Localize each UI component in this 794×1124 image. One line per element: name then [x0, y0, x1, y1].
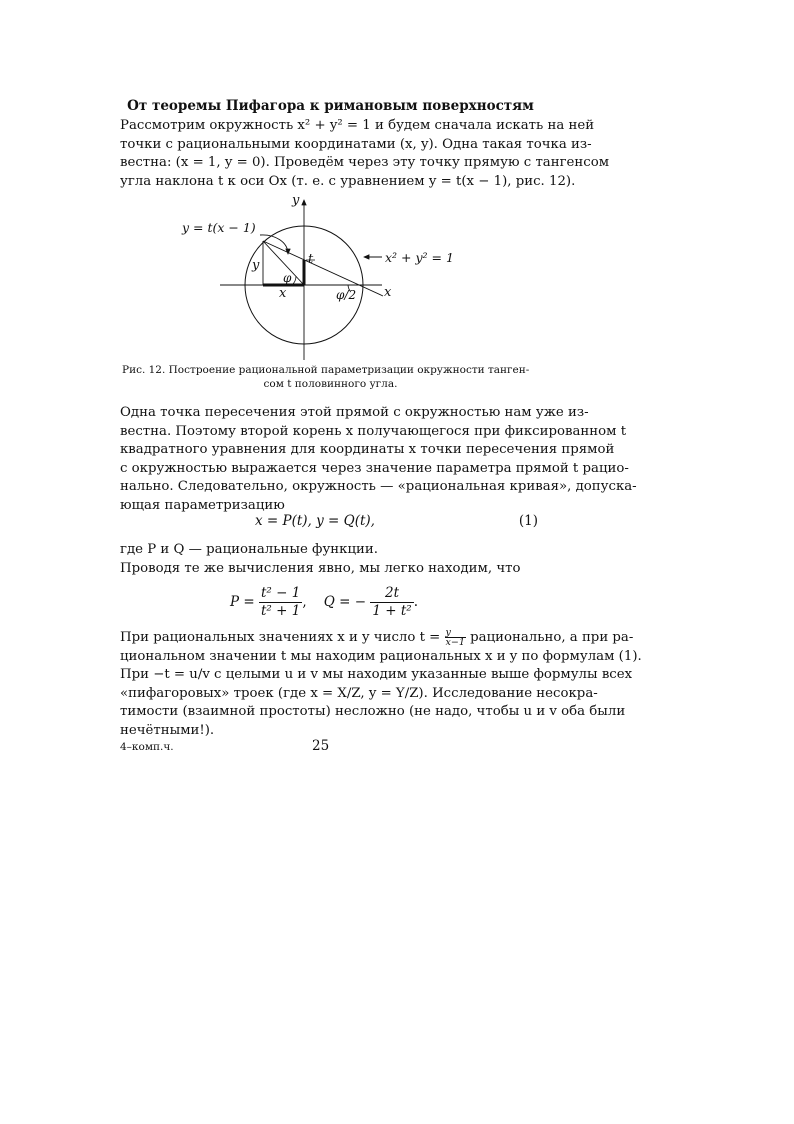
text-line: квадратного уравнения для координаты x точки пересечения прямой — [120, 442, 615, 458]
angle-half-label: φ/2 — [336, 288, 357, 302]
q-lhs: Q = − — [323, 594, 367, 610]
text-line: вестна: (x = 1, y = 0). Проведём через эту точку прямую с тангенсом — [120, 155, 610, 171]
text-line: «пифагоровых» троек (где x = X/Z, y = Y/Z). Исследование несокра- — [120, 685, 598, 701]
equation-1 — [120, 513, 541, 533]
line-label-arrow — [260, 235, 288, 254]
paragraph-5 — [120, 627, 642, 741]
text-line: угла наклона t к оси Ox (т. е. с уравнением y = t(x − 1), рис. 12). — [120, 173, 576, 189]
signature-mark: 4–комп.ч. — [120, 741, 174, 753]
equation-1-number: (1) — [518, 513, 538, 529]
caption-line: сом t половинного угла. — [263, 377, 398, 390]
inline-frac-den: x−1 — [445, 637, 465, 648]
text-line: При −t = u/v с целыми u и v мы находим указанные выше формулы всех — [120, 667, 633, 683]
seg-y-label: y — [252, 258, 260, 273]
seg-x-label: x — [279, 286, 287, 301]
text-part: рационально, а при ра- — [470, 630, 634, 645]
caption-line: Рис. 12. Построение рациональной параметризации окружности танген- — [122, 364, 530, 376]
paragraph-3 — [120, 541, 541, 578]
text-line: с окружностью выражается через значение параметра прямой t рацио- — [120, 460, 629, 476]
axis-y-label: y — [292, 193, 300, 208]
intro-paragraph — [120, 117, 610, 191]
text-line-with-fraction — [120, 627, 634, 648]
line-equation-label: y = t(x − 1) — [182, 220, 256, 235]
q-denominator: 1 + t² — [372, 603, 412, 619]
text-line: точки с рациональными координатами (x, y). Одна такая точка из- — [120, 136, 592, 152]
equation-2: P = $\frac{\text{t² − 1}}{\text{t² + 1}}$ , Q = − $\frac{2t}{\text{1 + t²}}$ . — [230, 585, 418, 619]
circle-equation-label: x² + y² = 1 — [385, 250, 454, 265]
inline-frac-num: y — [445, 628, 466, 638]
text-line: нально. Следовательно, окружность — «рациональная кривая», допуска- — [120, 479, 637, 495]
paragraph-2 — [120, 404, 637, 516]
text-part: При рациональных значениях x и y число t = — [120, 630, 441, 645]
axis-x-label: x — [384, 285, 392, 300]
text-line: Проводя те же вычисления явно, мы легко находим, что — [120, 560, 521, 576]
section-title: От теоремы Пифагора к римановым поверхностям — [127, 98, 534, 114]
text-line: Одна точка пересечения этой прямой с окружностью нам уже из- — [120, 405, 589, 420]
figure-caption — [120, 364, 541, 391]
page-number: 25 — [312, 738, 330, 754]
q-numerator: 2t — [370, 585, 413, 603]
p-lhs: P = — [230, 594, 255, 610]
p-numerator: t² − 1 — [260, 585, 301, 601]
text-line: нечётными!). — [120, 722, 215, 738]
p-denominator: t² + 1 — [260, 603, 301, 619]
angle-phi-label: φ — [283, 271, 292, 285]
p-fraction — [259, 585, 302, 620]
equation-1-body: x = P(t), y = Q(t), — [255, 513, 375, 529]
text-line: тимости (взаимной простоты) несложно (не надо, чтобы u и v оба были — [120, 704, 626, 720]
text-line: ющая параметризацию — [120, 497, 285, 513]
text-line: вестна. Поэтому второй корень x получающегося при фиксированном t — [120, 423, 627, 439]
inline-fraction — [445, 628, 466, 647]
text-line: где P и Q — рациональные функции. — [120, 542, 378, 557]
figure-12 — [120, 190, 454, 362]
text-line: Рассмотрим окружность x² + y² = 1 и будем сначала искать на ней — [120, 118, 595, 133]
q-fraction — [370, 585, 413, 620]
seg-t-label: t — [308, 252, 314, 267]
text-line: циональном значении t мы находим рациональных x и y по формулам (1). — [120, 648, 642, 664]
